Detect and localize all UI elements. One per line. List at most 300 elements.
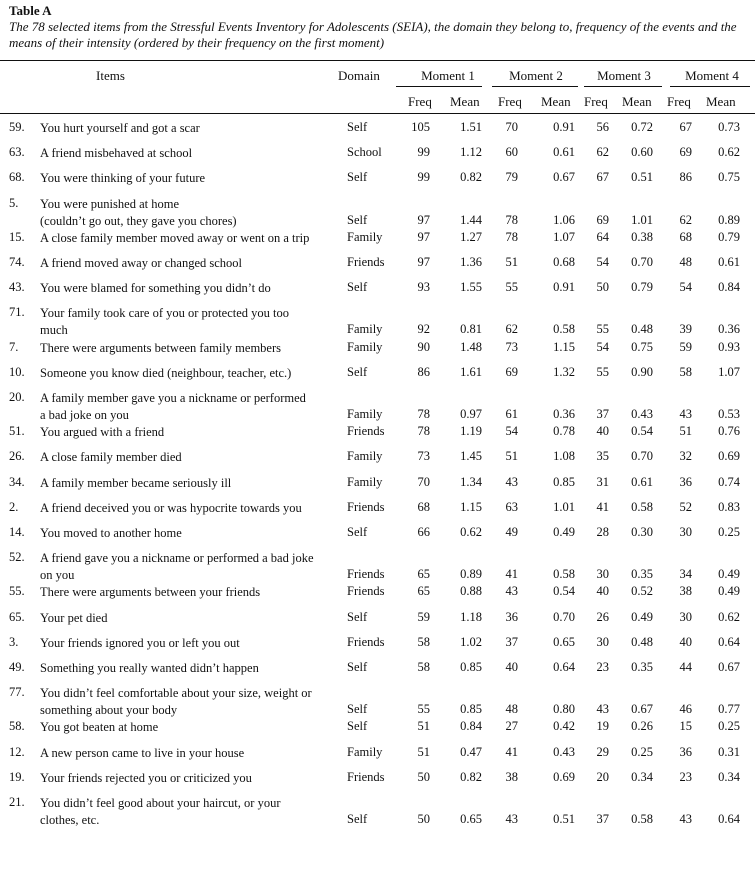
- item-number: 12.: [9, 744, 25, 759]
- value-mean-2: 0.58: [553, 567, 575, 582]
- item-domain: Self: [347, 660, 368, 674]
- value-mean-2: 0.54: [553, 584, 575, 599]
- value-freq-2: 51: [505, 449, 518, 464]
- header-moment-4: Moment 4: [685, 68, 739, 83]
- value-freq-4: 62: [679, 212, 692, 227]
- value-freq-2: 36: [505, 609, 518, 624]
- value-freq-3: 20: [596, 769, 609, 784]
- item-number: 59.: [9, 120, 25, 134]
- header-mean-1: Mean: [450, 94, 480, 109]
- item-text: [40, 475, 340, 492]
- item-domain: Self: [347, 364, 368, 379]
- value-mean-3: 0.52: [631, 584, 653, 599]
- value-mean-3: 0.43: [631, 407, 653, 421]
- value-mean-1: 1.34: [460, 474, 482, 489]
- value-mean-1: 0.85: [460, 702, 482, 717]
- value-mean-4: 0.64: [718, 812, 740, 826]
- item-domain: Friends: [347, 634, 385, 649]
- value-freq-2: 48: [505, 702, 518, 717]
- header-freq-1: Freq: [408, 94, 432, 109]
- value-mean-2: 0.78: [553, 424, 575, 439]
- item-text: [40, 795, 340, 829]
- item-domain: Self: [347, 170, 368, 185]
- value-mean-2: 1.07: [553, 229, 575, 244]
- value-mean-3: 0.58: [631, 499, 653, 514]
- value-mean-3: 0.70: [631, 255, 653, 269]
- value-mean-4: 0.67: [718, 660, 740, 674]
- item-text-line: a bad joke on you: [40, 408, 129, 422]
- item-text: [40, 196, 340, 230]
- value-mean-4: 0.84: [718, 280, 740, 295]
- value-freq-3: 19: [596, 719, 609, 734]
- value-mean-2: 0.58: [553, 322, 575, 337]
- value-mean-4: 0.83: [718, 499, 740, 514]
- value-mean-2: 1.15: [553, 339, 575, 354]
- value-mean-2: 0.61: [553, 145, 575, 160]
- value-mean-3: 0.51: [631, 170, 653, 185]
- value-freq-3: 56: [596, 120, 609, 134]
- item-text: [40, 365, 340, 382]
- table-row: [0, 340, 755, 365]
- value-mean-1: 1.36: [460, 255, 482, 269]
- value-freq-2: 43: [505, 584, 518, 599]
- item-number: 52.: [9, 550, 25, 565]
- item-number: 5.: [9, 195, 19, 210]
- value-freq-4: 36: [679, 474, 692, 489]
- header-items: Items: [96, 68, 125, 83]
- value-mean-1: 0.82: [460, 769, 482, 784]
- value-mean-1: 1.18: [460, 609, 482, 624]
- value-mean-4: 0.89: [718, 212, 740, 227]
- item-text-line: You hurt yourself and got a scar: [40, 121, 200, 135]
- value-mean-1: 1.12: [460, 145, 482, 160]
- value-freq-1: 55: [417, 702, 430, 717]
- value-freq-2: 62: [505, 322, 518, 337]
- item-text: [40, 719, 340, 736]
- item-text: [40, 390, 340, 424]
- value-mean-2: 0.51: [553, 812, 575, 826]
- value-freq-1: 65: [417, 584, 430, 599]
- value-mean-4: 0.62: [718, 145, 740, 160]
- value-mean-1: 1.44: [460, 212, 482, 227]
- item-domain: Self: [347, 719, 368, 734]
- value-mean-3: 0.75: [631, 339, 653, 354]
- value-freq-1: 90: [417, 339, 430, 354]
- item-number: 65.: [9, 609, 25, 624]
- value-freq-2: 41: [505, 744, 518, 759]
- header-freq-3: Freq: [584, 94, 608, 109]
- item-number: 7.: [9, 339, 19, 354]
- value-mean-3: 0.79: [631, 280, 653, 295]
- value-freq-2: 38: [505, 769, 518, 784]
- item-number: 21.: [9, 795, 25, 809]
- table-row: [0, 424, 755, 449]
- table-row: [0, 660, 755, 685]
- item-number: 26.: [9, 449, 25, 464]
- item-number: 2.: [9, 499, 19, 514]
- value-freq-4: 67: [679, 120, 692, 134]
- value-freq-1: 97: [417, 229, 430, 244]
- value-freq-3: 31: [596, 474, 609, 489]
- value-freq-1: 65: [417, 567, 430, 582]
- value-freq-1: 58: [417, 634, 430, 649]
- item-domain: School: [347, 145, 382, 160]
- value-freq-1: 99: [417, 145, 430, 160]
- value-mean-4: 0.25: [718, 525, 740, 539]
- item-text: [40, 635, 340, 652]
- value-mean-1: 0.62: [460, 525, 482, 539]
- value-mean-3: 0.61: [631, 474, 653, 489]
- value-freq-1: 70: [417, 474, 430, 489]
- value-mean-1: 0.88: [460, 584, 482, 599]
- value-freq-1: 66: [417, 525, 430, 539]
- table-row: [0, 685, 755, 719]
- item-text-line: Your friends rejected you or criticized you: [40, 770, 252, 785]
- item-text: [40, 424, 340, 441]
- value-mean-1: 0.65: [460, 812, 482, 826]
- table-row: [0, 584, 755, 609]
- value-freq-2: 41: [505, 567, 518, 582]
- value-mean-4: 0.36: [718, 322, 740, 337]
- value-freq-4: 48: [679, 255, 692, 269]
- value-freq-3: 40: [596, 584, 609, 599]
- value-mean-2: 0.85: [553, 474, 575, 489]
- item-domain: Family: [347, 322, 383, 337]
- value-mean-1: 0.84: [460, 719, 482, 734]
- value-mean-4: 0.25: [718, 719, 740, 734]
- item-text-line: A family member became seriously ill: [40, 475, 232, 490]
- value-mean-3: 0.54: [631, 424, 653, 439]
- item-text-line: There were arguments between family members: [40, 340, 281, 355]
- item-text-line: (couldn’t go out, they gave you chores): [40, 213, 237, 228]
- value-freq-1: 51: [417, 719, 430, 734]
- value-mean-3: 0.35: [631, 567, 653, 582]
- value-freq-4: 32: [679, 449, 692, 464]
- item-number: 3.: [9, 634, 19, 649]
- header-rule: [0, 113, 755, 114]
- value-freq-3: 23: [596, 660, 609, 674]
- value-freq-2: 37: [505, 634, 518, 649]
- value-freq-3: 62: [596, 145, 609, 160]
- table-row: [0, 390, 755, 424]
- value-mean-1: 1.02: [460, 634, 482, 649]
- value-mean-3: 0.26: [631, 719, 653, 734]
- value-mean-1: 1.48: [460, 339, 482, 354]
- value-mean-4: 0.93: [718, 339, 740, 354]
- table-row: [0, 770, 755, 795]
- table-row: [0, 230, 755, 255]
- table-row: [0, 196, 755, 230]
- value-freq-2: 79: [505, 170, 518, 185]
- value-freq-2: 43: [505, 812, 518, 826]
- value-mean-4: 1.07: [718, 364, 740, 379]
- item-number: 20.: [9, 390, 25, 404]
- item-number: 77.: [9, 685, 25, 700]
- item-text: [40, 685, 340, 719]
- item-text-line: A friend misbehaved at school: [40, 146, 193, 161]
- item-number: 68.: [9, 170, 25, 185]
- table-row: [0, 170, 755, 195]
- value-freq-2: 61: [505, 407, 518, 421]
- value-mean-2: 0.91: [553, 120, 575, 134]
- value-freq-1: 78: [417, 424, 430, 439]
- value-freq-4: 43: [679, 407, 692, 421]
- value-mean-3: 0.30: [631, 525, 653, 539]
- value-freq-1: 58: [417, 660, 430, 674]
- value-freq-4: 44: [679, 660, 692, 674]
- table-title: Table A: [9, 3, 52, 18]
- table-row: [0, 449, 755, 474]
- item-domain: Friends: [347, 255, 385, 269]
- value-freq-3: 41: [596, 499, 609, 514]
- value-freq-3: 40: [596, 424, 609, 439]
- item-number: 15.: [9, 229, 25, 244]
- value-mean-4: 0.64: [718, 634, 740, 649]
- item-number: 58.: [9, 719, 25, 734]
- item-text-line: You moved to another home: [40, 526, 182, 540]
- item-domain: Self: [347, 120, 368, 134]
- value-freq-3: 37: [596, 407, 609, 421]
- value-freq-3: 30: [596, 634, 609, 649]
- table-row: [0, 365, 755, 390]
- item-text-line: There were arguments between your friends: [40, 585, 261, 600]
- item-text: [40, 525, 340, 542]
- value-freq-1: 68: [417, 499, 430, 514]
- value-mean-1: 0.82: [460, 170, 482, 185]
- item-text-line: You were blamed for something you didn’t do: [40, 281, 271, 296]
- value-mean-4: 0.74: [718, 474, 740, 489]
- value-freq-1: 50: [417, 769, 430, 784]
- item-domain: Friends: [347, 584, 385, 599]
- item-text: [40, 255, 340, 272]
- item-text-line: Your pet died: [40, 610, 108, 625]
- header-moment-1: Moment 1: [421, 68, 475, 83]
- value-mean-3: 0.48: [631, 322, 653, 337]
- value-freq-2: 40: [505, 660, 518, 674]
- item-text-line: You were punished at home: [40, 196, 179, 211]
- item-text-line: You got beaten at home: [40, 720, 159, 735]
- value-mean-1: 0.85: [460, 660, 482, 674]
- value-mean-3: 0.48: [631, 634, 653, 649]
- value-freq-1: 97: [417, 212, 430, 227]
- value-mean-2: 0.42: [553, 719, 575, 734]
- item-domain: Family: [347, 407, 383, 421]
- value-mean-3: 0.58: [631, 812, 653, 826]
- value-freq-2: 43: [505, 474, 518, 489]
- item-text-line: A friend deceived you or was hypocrite towards you: [40, 500, 302, 515]
- value-mean-3: 0.70: [631, 449, 653, 464]
- value-freq-2: 54: [505, 424, 518, 439]
- item-text: [40, 280, 340, 297]
- value-freq-1: 93: [417, 280, 430, 295]
- item-number: 34.: [9, 474, 25, 489]
- table-row: [0, 635, 755, 660]
- table-row: [0, 719, 755, 744]
- header-mean-2: Mean: [541, 94, 571, 109]
- table-row: [0, 525, 755, 550]
- item-domain: Family: [347, 339, 383, 354]
- value-mean-1: 1.55: [460, 280, 482, 295]
- value-mean-2: 0.70: [553, 609, 575, 624]
- item-text-line: Your family took care of you or protected you too: [40, 306, 290, 321]
- value-freq-1: 73: [417, 449, 430, 464]
- value-freq-4: 69: [679, 145, 692, 160]
- value-mean-1: 0.97: [460, 407, 482, 421]
- table-row: [0, 280, 755, 305]
- item-text: [40, 449, 340, 466]
- value-mean-2: 0.80: [553, 702, 575, 717]
- value-mean-1: 1.51: [460, 120, 482, 134]
- value-mean-2: 1.01: [553, 499, 575, 514]
- value-freq-1: 51: [417, 744, 430, 759]
- header-freq-2: Freq: [498, 94, 522, 109]
- value-freq-1: 105: [411, 120, 430, 134]
- item-text-line: You were thinking of your future: [40, 171, 206, 186]
- item-number: 14.: [9, 525, 25, 539]
- value-mean-2: 1.06: [553, 212, 575, 227]
- header-freq-4: Freq: [667, 94, 691, 109]
- value-freq-2: 69: [505, 364, 518, 379]
- value-freq-4: 36: [679, 744, 692, 759]
- item-text: [40, 170, 340, 187]
- item-domain: Friends: [347, 769, 385, 784]
- item-domain: Self: [347, 280, 368, 295]
- value-mean-2: 0.43: [553, 744, 575, 759]
- value-mean-3: 0.90: [631, 364, 653, 379]
- moment-3-rule: [584, 86, 662, 87]
- item-text: [40, 550, 340, 584]
- item-text-line: A family member gave you a nickname or performed: [40, 391, 306, 405]
- item-number: 63.: [9, 145, 25, 160]
- value-freq-1: 99: [417, 170, 430, 185]
- value-freq-4: 58: [679, 364, 692, 379]
- value-freq-4: 59: [679, 339, 692, 354]
- table-row: [0, 305, 755, 339]
- item-text: [40, 340, 340, 357]
- item-text-line: Something you really wanted didn’t happen: [40, 661, 259, 675]
- value-freq-4: 86: [679, 170, 692, 185]
- value-mean-2: 0.91: [553, 280, 575, 295]
- item-domain: Self: [347, 212, 368, 227]
- moment-1-rule: [396, 86, 482, 87]
- item-number: 51.: [9, 424, 25, 439]
- item-text-line: You didn’t feel comfortable about your size, weight or: [40, 686, 312, 701]
- value-freq-2: 51: [505, 255, 518, 269]
- value-mean-2: 1.32: [553, 364, 575, 379]
- item-text-line: A close family member died: [40, 450, 182, 465]
- item-domain: Self: [347, 812, 368, 826]
- value-freq-4: 15: [679, 719, 692, 734]
- value-freq-3: 67: [596, 170, 609, 185]
- table-row: [0, 500, 755, 525]
- value-mean-3: 0.67: [631, 702, 653, 717]
- item-domain: Family: [347, 474, 383, 489]
- header-moment-2: Moment 2: [509, 68, 563, 83]
- item-text: [40, 230, 340, 247]
- item-text: [40, 584, 340, 601]
- item-domain: Family: [347, 229, 383, 244]
- value-mean-3: 0.60: [631, 145, 653, 160]
- value-freq-2: 73: [505, 339, 518, 354]
- value-freq-4: 23: [679, 769, 692, 784]
- header-domain: Domain: [338, 68, 380, 83]
- value-mean-4: 0.49: [718, 584, 740, 599]
- item-domain: Family: [347, 744, 383, 759]
- item-domain: Friends: [347, 424, 385, 439]
- value-mean-2: 0.69: [553, 769, 575, 784]
- value-freq-3: 50: [596, 280, 609, 295]
- item-text: [40, 745, 340, 762]
- value-freq-4: 51: [679, 424, 692, 439]
- value-freq-3: 37: [596, 812, 609, 826]
- value-mean-1: 1.45: [460, 449, 482, 464]
- table-row: [0, 145, 755, 170]
- value-freq-2: 55: [505, 280, 518, 295]
- item-text-line: A friend gave you a nickname or performed a bad joke: [40, 551, 314, 566]
- value-mean-1: 0.47: [460, 744, 482, 759]
- value-mean-3: 0.25: [631, 744, 653, 759]
- item-text-line: A close family member moved away or went on a trip: [40, 230, 310, 245]
- value-mean-3: 0.72: [631, 120, 653, 134]
- item-domain: Self: [347, 702, 368, 717]
- value-freq-3: 26: [596, 609, 609, 624]
- table-row: [0, 120, 755, 145]
- value-mean-2: 0.64: [553, 660, 575, 674]
- item-text-line: clothes, etc.: [40, 813, 100, 827]
- value-mean-1: 1.27: [460, 229, 482, 244]
- value-freq-2: 49: [505, 525, 518, 539]
- value-freq-4: 34: [679, 567, 692, 582]
- item-text-line: Your friends ignored you or left you out: [40, 635, 240, 650]
- item-number: 71.: [9, 305, 25, 320]
- moment-4-rule: [670, 86, 750, 87]
- value-freq-4: 46: [679, 702, 692, 717]
- value-freq-1: 59: [417, 609, 430, 624]
- value-freq-4: 30: [679, 525, 692, 539]
- value-mean-3: 1.01: [631, 212, 653, 227]
- moment-2-rule: [492, 86, 578, 87]
- value-freq-3: 55: [596, 322, 609, 337]
- item-domain: Friends: [347, 567, 385, 582]
- value-freq-2: 78: [505, 212, 518, 227]
- value-mean-1: 0.81: [460, 322, 482, 337]
- table-row: [0, 795, 755, 829]
- value-freq-2: 70: [505, 120, 518, 134]
- value-freq-3: 28: [596, 525, 609, 539]
- item-text-line: on you: [40, 568, 75, 583]
- value-mean-4: 0.69: [718, 449, 740, 464]
- value-mean-2: 0.36: [553, 407, 575, 421]
- value-mean-4: 0.76: [718, 424, 740, 439]
- value-freq-3: 55: [596, 364, 609, 379]
- value-freq-4: 39: [679, 322, 692, 337]
- value-freq-3: 43: [596, 702, 609, 717]
- value-mean-4: 0.49: [718, 567, 740, 582]
- value-freq-4: 43: [679, 812, 692, 826]
- item-domain: Self: [347, 525, 368, 539]
- item-text-line: A friend moved away or changed school: [40, 256, 243, 270]
- value-freq-1: 92: [417, 322, 430, 337]
- item-text: [40, 120, 340, 137]
- item-text: [40, 145, 340, 162]
- value-freq-3: 54: [596, 339, 609, 354]
- value-mean-4: 0.62: [718, 609, 740, 624]
- header-moment-3: Moment 3: [597, 68, 651, 83]
- value-freq-1: 78: [417, 407, 430, 421]
- table-row: [0, 475, 755, 500]
- item-text: [40, 500, 340, 517]
- value-freq-3: 35: [596, 449, 609, 464]
